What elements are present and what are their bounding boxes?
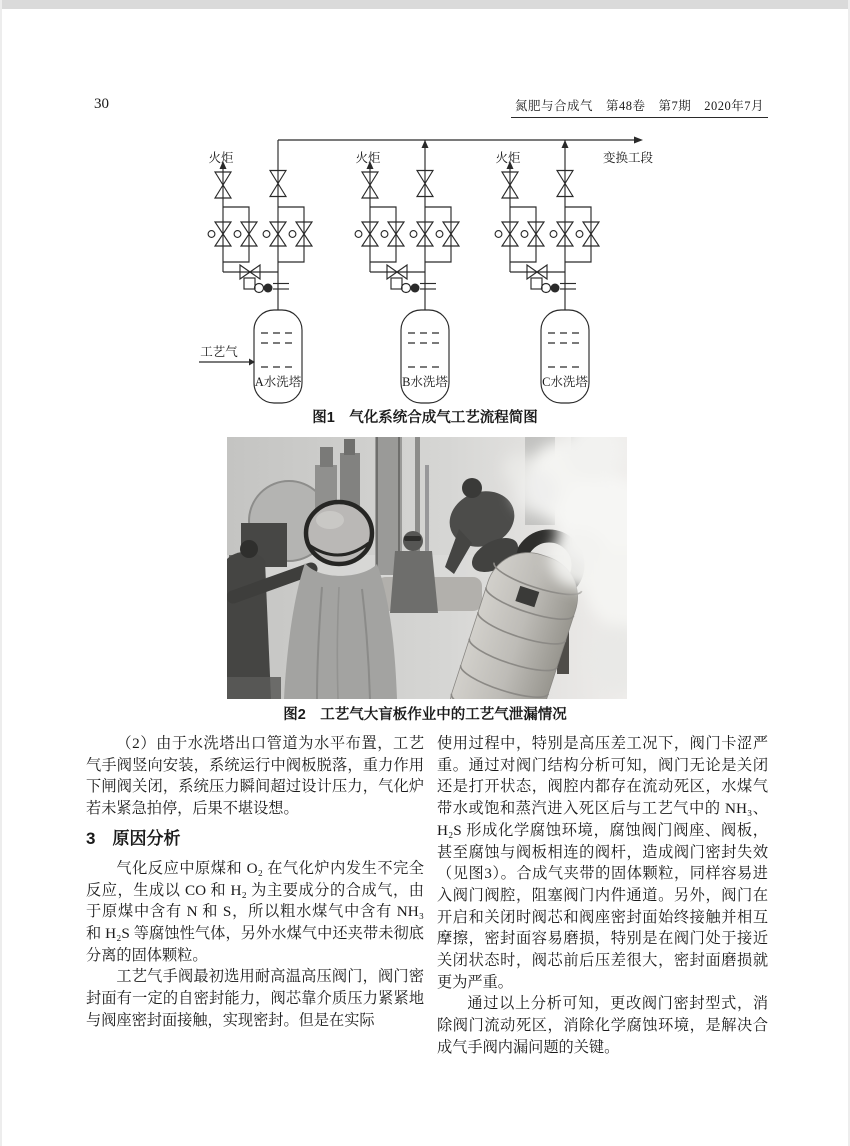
flare-label-c: 火炬: [495, 151, 521, 165]
figure2-photo: [227, 437, 627, 699]
tower-c-label: C水洗塔: [542, 375, 588, 389]
right-paragraph-1: 使用过程中，特别是高压差工况下，阀门卡涩严重。通过对阀门结构分析可知，阀门无论是关闭还是打开状态，阀腔内都存在流动死区，水煤气带水或饱和蒸汽进入死区后与工艺气中的 NH₃、H₂S 形成化学腐蚀环境，腐蚀阀门阀座、阀板，甚至腐蚀与阀板相连的阀杆，造成阀门密封失效（见图3）。合成气夹带的固体颗粒，同样容易进入阀门阀腔，阻塞阀门内件通道。另外，阀门在开启和关闭时阀芯和阀座密封面始终接触并相互摩擦，密封面容易磨损，特别是在阀门处于接近关闭状态时，阀芯前后压差很大，密封面磨损就更为严重。: [437, 735, 768, 991]
journal-header: 氮肥与合成气 第48卷 第7期 2020年7月: [511, 96, 768, 118]
scan-left-edge: [0, 0, 2, 1146]
figure1-flow-diagram: [185, 135, 665, 407]
figure2-caption: 图2 工艺气大盲板作业中的工艺气泄漏情况: [283, 707, 567, 723]
page-number: 30: [94, 96, 109, 112]
left-paragraph-3: 工艺气手阀最初选用耐高温高压阀门，阀门密封面有一定的自密封能力，阀芯靠介质压力紧紧地与阀座密封面接触，实现密封。但是在实际: [86, 968, 424, 1029]
figure1-caption: 图1 气化系统合成气工艺流程简图: [312, 410, 538, 426]
tower-a-label: A水洗塔: [254, 375, 302, 389]
flare-label-b: 火炬: [355, 151, 381, 165]
process-unit-c: [495, 140, 599, 403]
process-unit-b: [355, 140, 459, 403]
shift-section-label: 变换工段: [602, 151, 654, 165]
scan-top-strip: [0, 0, 850, 9]
section-heading-3: 3 原因分析: [86, 828, 181, 848]
process-gas-label: 工艺气: [200, 345, 238, 359]
left-paragraph-2: 气化反应中原煤和 O₂ 在气化炉内发生不完全反应，生成以 CO 和 H₂ 为主要成分的合成气，由于原煤中含有 N 和 S，所以粗水煤气中含有 NH₃ 和 H₂S 等腐蚀性气体，另外水煤气中还夹带未彻底分离的固体颗粒。: [86, 859, 424, 964]
left-paragraph-1: （2）由于水洗塔出口管道为水平布置，工艺气手阀竖向安装，系统运行中阀板脱落，重力作用下闸阀关闭，系统压力瞬间超过设计压力，气化炉若未紧急拍停，后果不堪设想。: [86, 735, 424, 818]
process-unit-a: [208, 140, 312, 403]
left-column: [86, 733, 424, 1031]
flare-label-a: 火炬: [208, 151, 234, 165]
right-paragraph-2: 通过以上分析可知，更改阀门密封型式，消除阀门流动死区，消除化学腐蚀环境，是解决合成气手阀内漏问题的关键。: [437, 995, 768, 1056]
right-column: [437, 733, 768, 1059]
tower-b-label: B水洗塔: [402, 375, 448, 389]
